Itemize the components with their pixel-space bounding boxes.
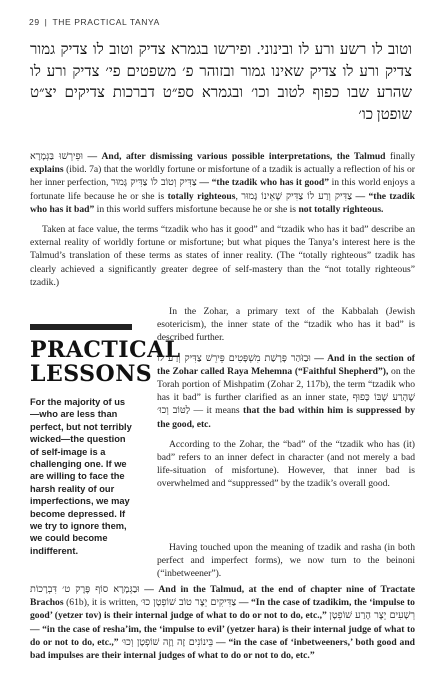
running-title: THE PRACTICAL TANYA — [52, 17, 160, 27]
bold-segment: — “In the case of tzadikim, the ‘impulse to good’ (yetzer tov) is their internal judge of what to do or not to do, etc.,” — [30, 597, 415, 622]
page-number: 29 — [29, 17, 40, 27]
text-segment: — it means — [190, 405, 243, 417]
sidebar-rule — [30, 324, 132, 330]
bold-segment: the Talmud — [336, 151, 386, 162]
commentary-bottom — [30, 583, 415, 662]
hebrew-quote: בֵּינוֹנִים זֶה וָזֶה שׁוֹפְטָן וְכוּ׳ — [121, 636, 214, 648]
sidebar-title-line: LESSONS — [30, 361, 153, 387]
practical-lessons-sidebar — [30, 324, 181, 557]
bold-segment: — “in the case of ‘inbetweeners,’ both good and bad impulses are their internal judges of what to do or not to do, etc.” — [30, 636, 416, 662]
hebrew-quote: רְשָׁעִים יֵצֶר הָרַע שׁוֹפְטָן — [329, 610, 416, 622]
text-segment: , — [235, 190, 242, 202]
paragraph-talmud-explanation — [30, 150, 415, 216]
bold-segment: — “the tzadik who has it bad” — [30, 190, 416, 215]
paragraph-transition: Having touched upon the meaning of tzadik and rasha (in both perfect and imperfect forms), we now turn to the beinoni (“inbetweener”). — [157, 542, 415, 580]
transition-block — [157, 541, 415, 581]
bold-segment: — “in the case of resha’im, the ‘impulse to evil’ (yetzer hara) is their internal judge of what to do or not to do, etc.,” — [30, 623, 415, 648]
text-segment: — And, after dismissing various possible interpretations, — [83, 151, 337, 162]
bold-segment: explains — [30, 164, 64, 176]
paragraph-zohar-explanation: According to the Zohar, the “bad” of the “tzadik who has (it) bad” refers to an inner defect in character (and not merely a bad life-situation of misfortune). However, that inner bad is overwhelmed and “suppressed” by the tzadik’s overall good. — [157, 438, 415, 490]
bold-segment: not totally righteous. — [298, 203, 384, 215]
text-segment: finally — [385, 151, 416, 162]
paragraph-zohar — [157, 352, 415, 431]
bold-segment: that the bad within him is suppressed by the good, etc. — [157, 405, 415, 430]
hebrew-lead: וּפֵירְשׁוּ בַּגְּמָרָא — [30, 151, 84, 162]
text-segment: in this world enjoys a fortunate life because he or she is — [30, 177, 415, 202]
bold-segment: — And in the Talmud, at the end of chapter nine of Tractate Brachos — [30, 584, 416, 609]
hebrew-source-text: וטוב לו רשע ורע לו ובינוני. ופירשו בגמרא צדיק וטוב לו צדיק גמור צדיק ורע לו צדיק שאינו גמור ובזוהר פ׳ משפטים פי׳ צדיק ורע לו שהרע שבו כפוף לטוב וכו׳ ובגמרא ספ״ט דברכות צדיקים יצ״ט שופטן כו׳ — [30, 42, 412, 123]
hebrew-quote: צַדִּיק וְרַע לוֹ צַדִּיק שֶׁאֵינוֹ גָּמוּר — [241, 190, 353, 202]
bold-segment: totally righteous — [167, 190, 236, 202]
paragraph-face-value: Taken at face value, the terms “tzadik who has it good” and “tzadik who has it bad” describe an external reality of worldly fortune or misfortune; but what piques the Tanya’s interest here is the Talmud’s translation of these terms as states of inner reality. (The “totally righteous” tzadik has clearly achieved a significantly greater degree of self-mastery than the “not totally righteous” tzadik.) — [30, 224, 415, 288]
sidebar-body: For the majority of us—who are less than perfect, but not terribly wicked—the question of self-image is a challenging one. If we are willing to face the harsh reality of our imperfections, we may become depressed. If we try to ignore them, we could become indifferent. — [30, 397, 132, 556]
bold-segment: — And in the section of the Zohar called Raya Mehemna (“Faithful Shepherd”), — [157, 352, 416, 377]
hebrew-quote: שֶׁהָרַע שֶׁבּוֹ כָּפוּף לַטּוֹב וְכוּ׳ — [157, 392, 415, 417]
bold-segment: — “the tzadik who has it good” — [196, 177, 330, 189]
text-segment: (61b), it is written, — [63, 597, 141, 609]
text-segment: on the Torah portion of Mishpatim (Zohar 2, 117b), the term “tzadik who has it bad” is further clarified as an inner state, — [157, 365, 415, 404]
text-segment: in this world suffers misfortune because he or she is — [94, 203, 299, 215]
text-segment: (ibid. 7a) that the worldly fortune or misfortune of a tzadik is actually a reflection of his or her inner perfection, — [30, 164, 415, 189]
commentary-right-column — [157, 305, 415, 498]
running-head — [29, 17, 160, 27]
commentary-top — [30, 150, 415, 296]
zohar-intro: In the Zohar, a primary text of the Kabbalah (Jewish esotericism), the inner state of the “tzadik who has it bad” is described further. — [157, 306, 415, 344]
paragraph-berachos — [30, 583, 415, 662]
hebrew-lead: וּבַגְּמָרָא סוֹף פֶּרֶק ט׳ דִּבְרָכוֹת — [30, 584, 140, 595]
header-separator: | — [44, 17, 48, 27]
hebrew-quote: צַדִּיקִים יֵצֶר טוֹב שׁוֹפְטָן כוּ׳ — [140, 597, 237, 609]
hebrew-lead: וּבַזֹּהַר פָּרָשַׁת מִשְׁפָּטִים פֵּירֵשׁ צַדִּיק וְרַע לוֹ — [157, 352, 311, 364]
sidebar-title-line: PRACTICAL — [30, 337, 181, 363]
hebrew-quote: צַדִּיק וְטוֹב לוֹ צַדִּיק גָּמוּר — [111, 177, 197, 189]
sidebar-title — [30, 337, 181, 387]
